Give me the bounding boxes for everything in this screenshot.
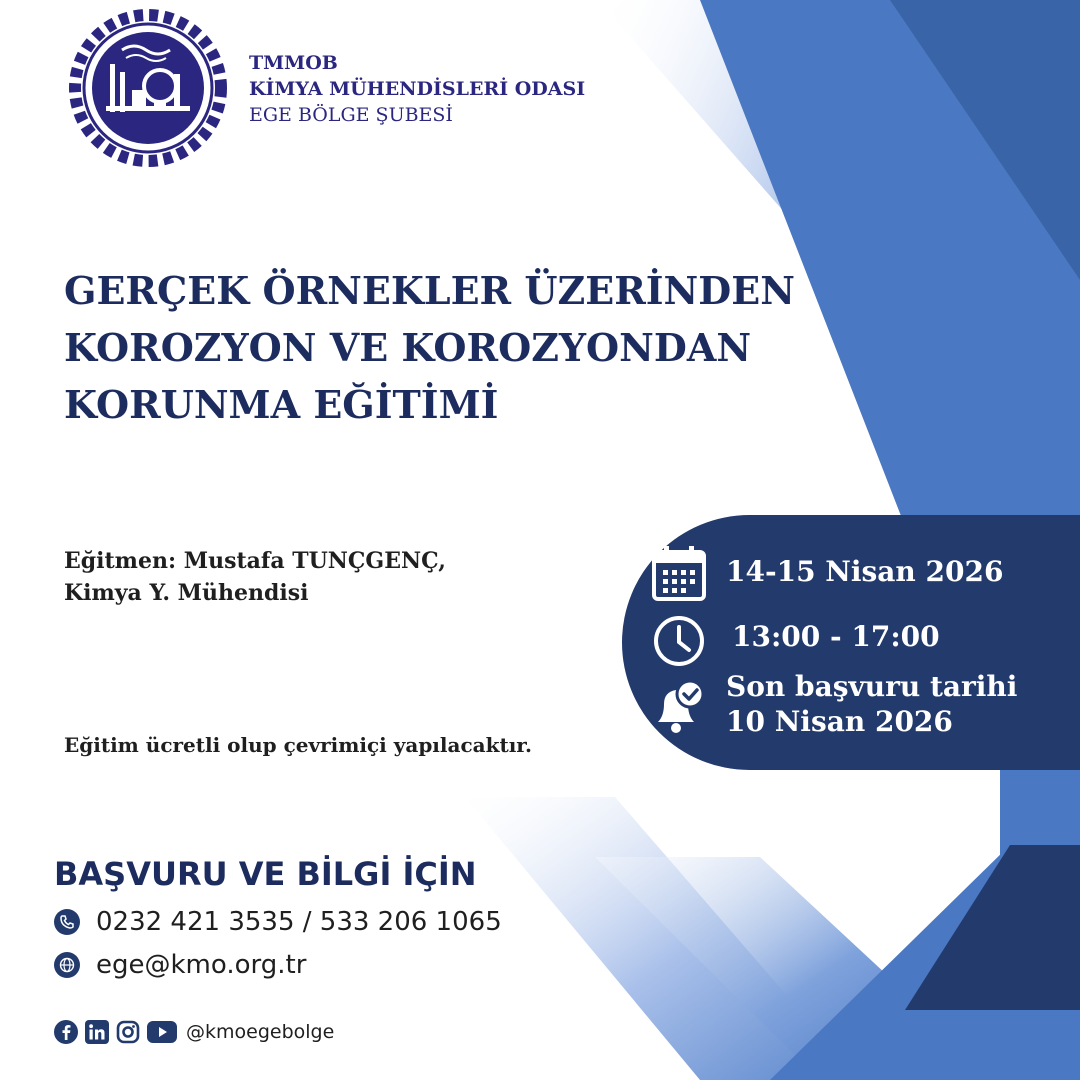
phone-row xyxy=(54,907,502,937)
trainer-info xyxy=(64,545,446,609)
title-line-2: KOROZYON VE KOROZYONDAN xyxy=(64,325,752,370)
deadline-date: 10 Nisan 2026 xyxy=(726,705,953,738)
title-line-3: KORUNMA EĞİTİMİ xyxy=(64,382,499,427)
phone-icon xyxy=(54,909,80,935)
facebook-icon[interactable] xyxy=(54,1020,78,1044)
trainer-line-2: Kimya Y. Mühendisi xyxy=(64,580,309,606)
title-line-1: GERÇEK ÖRNEKLER ÜZERİNDEN xyxy=(64,268,795,313)
globe-icon xyxy=(54,952,80,978)
clock-icon xyxy=(652,614,706,668)
email-row xyxy=(54,950,306,980)
org-line-1: TMMOB xyxy=(249,52,338,74)
phone-numbers[interactable]: 0232 421 3535 / 533 206 1065 xyxy=(96,907,502,937)
instagram-icon[interactable] xyxy=(116,1020,140,1044)
bell-check-icon xyxy=(650,678,708,736)
page-title xyxy=(64,262,824,433)
linkedin-icon[interactable] xyxy=(85,1020,109,1044)
email-address[interactable]: ege@kmo.org.tr xyxy=(96,950,307,980)
youtube-icon[interactable] xyxy=(147,1020,177,1044)
organization-name xyxy=(249,50,585,128)
event-date: 14-15 Nisan 2026 xyxy=(726,555,1004,588)
online-note: Eğitim ücretli olup çevrimiçi yapılacaktır. xyxy=(64,733,532,757)
social-handle[interactable]: @kmoegebolge xyxy=(186,1021,335,1043)
social-bar xyxy=(54,1020,334,1044)
calendar-icon xyxy=(652,545,706,601)
org-line-2: KİMYA MÜHENDİSLERİ ODASI xyxy=(249,78,586,100)
deadline-label: Son başvuru tarihi xyxy=(726,670,1018,703)
event-time: 13:00 - 17:00 xyxy=(732,620,940,653)
gear-factory-logo-icon xyxy=(62,2,234,174)
trainer-line-1: Eğitmen: Mustafa TUNÇGENÇ, xyxy=(64,548,446,574)
org-line-3: EGE BÖLGE ŞUBESİ xyxy=(249,104,453,126)
contact-heading: BAŞVURU VE BİLGİ İÇİN xyxy=(54,855,477,893)
